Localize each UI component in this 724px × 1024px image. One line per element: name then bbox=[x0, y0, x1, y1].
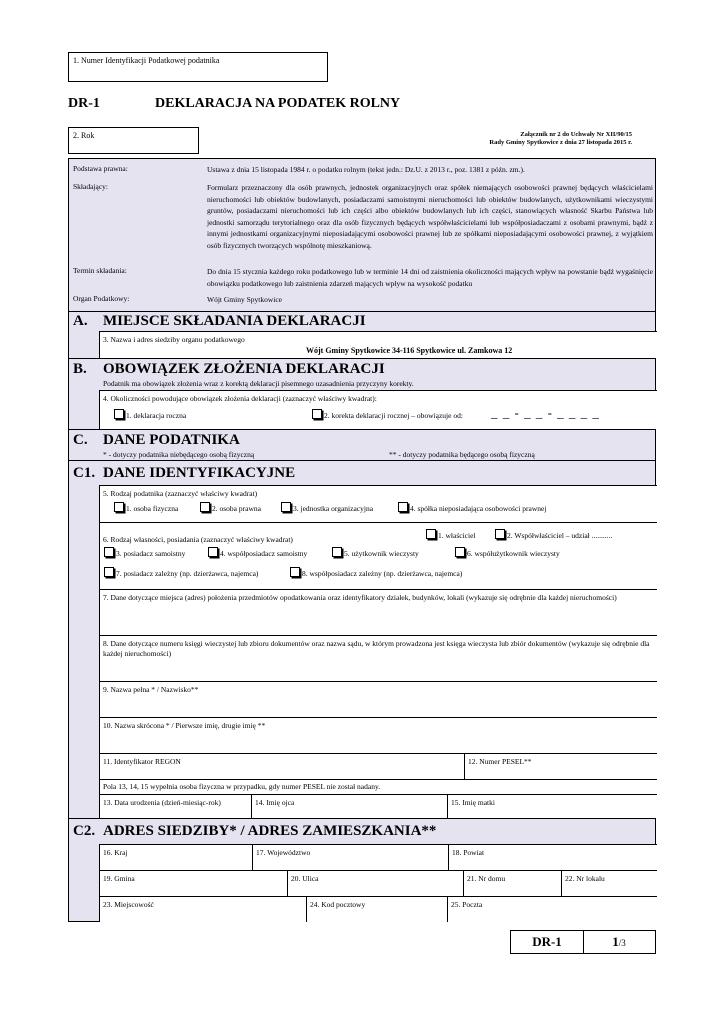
field-21-label: 21. Nr domu bbox=[467, 874, 506, 883]
field-24[interactable] bbox=[306, 896, 447, 922]
section-b-body bbox=[69, 390, 655, 429]
filer-text: Formularz przeznaczony dla osób prawnych, jednostek organizacyjnych oraz spółek niemających osobowości prawnej będących właścicielami nieruchomości lub obiektów budowlanych, posiadaczami samoistnymi nieruchomości lub obiektów budowlanych, użytkownikami wieczystymi gruntów, posiadaczami nieruchomości lub ich części albo obiektów budowlanych lub ich części, stanowiących własność Skarbu Państwa lub jednostki samorządu terytorialnego oraz dla osób fizycznych będących współwłaścicielami lub współposiadaczami z osobami prawnymi, bądź z innymi jednostkami organizacyjnymi nieposiadającymi osobowości prawnej lub ze spółkami nieposiadającymi osobowości prawnej, z wyjątkiem osób fizycznych tworzących wspólnotę mieszkaniową. bbox=[207, 183, 653, 250]
section-c-note-1: * - dotyczy podatnika niebędącego osobą fizyczną bbox=[103, 450, 255, 459]
field-19[interactable] bbox=[99, 870, 287, 896]
field-20[interactable] bbox=[287, 870, 463, 896]
option-label: 5. użytkownik wieczysty bbox=[344, 549, 419, 558]
field-7[interactable] bbox=[99, 589, 657, 635]
checkbox[interactable] bbox=[114, 502, 124, 512]
footer-page: 1 bbox=[612, 934, 619, 949]
option-correction-label: 2. korekta deklaracji rocznej – obowiązuje od: bbox=[324, 411, 463, 420]
rok-label: 2. Rok bbox=[73, 131, 95, 140]
filer-label: Składający: bbox=[73, 182, 108, 191]
option-label: 8. współposiadacz zależny (np. dzierżawca, najemca) bbox=[302, 569, 463, 578]
page-footer bbox=[510, 930, 656, 954]
checkbox[interactable] bbox=[104, 567, 114, 577]
option-label: 3. jednostka organizacyjna bbox=[293, 504, 374, 513]
option-label: 2. osoba prawna bbox=[212, 504, 261, 513]
section-c-note-2: ** - dotyczy podatnika będącego osobą fizyczną bbox=[389, 450, 535, 459]
footer-form-code: DR-1 bbox=[511, 931, 584, 953]
basis-block bbox=[69, 159, 655, 311]
ownership-option[interactable] bbox=[495, 529, 612, 540]
section-c2-title: ADRES SIEDZIBY* / ADRES ZAMIESZKANIA** bbox=[103, 823, 437, 839]
ownership-option[interactable] bbox=[104, 547, 185, 558]
field-11-label: 11. Identyfikator REGON bbox=[103, 757, 181, 766]
option-label: 7. posiadacz zależny (np. dzierżawca, najemca) bbox=[116, 569, 259, 578]
section-b-header bbox=[69, 358, 655, 390]
field-25-label: 25. Poczta bbox=[451, 900, 483, 909]
ownership-option[interactable] bbox=[332, 547, 419, 558]
field-16[interactable] bbox=[99, 844, 252, 870]
checkbox[interactable] bbox=[200, 502, 210, 512]
field-13[interactable] bbox=[99, 794, 251, 818]
field-4 bbox=[99, 390, 657, 429]
fields-13-15-note bbox=[99, 779, 657, 794]
field-13-label: 13. Data urodzenia (dzień-miesiąc-rok) bbox=[103, 798, 221, 807]
section-c1-letter: C1. bbox=[73, 465, 96, 481]
form-code: DR-1 bbox=[68, 96, 100, 111]
field-22[interactable] bbox=[561, 870, 657, 896]
checkbox[interactable] bbox=[208, 547, 218, 557]
nip-field[interactable] bbox=[68, 52, 328, 82]
field-3-value: Wójt Gminy Spytkowice 34-116 Spytkowice ul. Zamkowa 12 bbox=[306, 346, 513, 355]
field-17-label: 17. Województwo bbox=[256, 848, 311, 857]
office-text: Wójt Gminy Spytkowice bbox=[207, 295, 282, 304]
section-a-header bbox=[69, 311, 655, 331]
field-15-label: 15. Imię matki bbox=[451, 798, 495, 807]
attachment-note bbox=[489, 131, 632, 147]
field-8-label: 8. Dane dotyczące numeru księgi wieczystej lub zbioru dokumentów oraz nazwa sądu, w którym prowadzona jest księga wieczysta lub zbiór dokumentów (wykazuje się odrębnie dla każdej nieruchomości) bbox=[103, 639, 650, 658]
checkbox[interactable] bbox=[114, 409, 124, 419]
field-3[interactable] bbox=[99, 331, 657, 358]
section-c-title: DANE PODATNIKA bbox=[103, 432, 240, 448]
ownership-option[interactable] bbox=[426, 529, 476, 540]
declaration-form bbox=[68, 158, 656, 922]
option-label: 3. posiadacz samoistny bbox=[116, 549, 186, 558]
section-b-letter: B. bbox=[73, 361, 87, 377]
field-18[interactable] bbox=[448, 844, 657, 870]
field-12[interactable] bbox=[464, 753, 657, 779]
field-9-label: 9. Nazwa pełna * / Nazwisko** bbox=[103, 685, 199, 694]
section-c-letter: C. bbox=[73, 432, 88, 448]
option-label: 4. spółka nieposiadająca osobowości prawnej bbox=[410, 504, 547, 513]
section-c2-header bbox=[69, 818, 655, 844]
deadline-label: Termin składania: bbox=[73, 266, 127, 275]
taxpayer-type-option[interactable] bbox=[200, 502, 261, 513]
ownership-option[interactable] bbox=[290, 567, 462, 578]
option-label: 2. Współwłaściciel – udział ........... bbox=[507, 531, 613, 540]
section-a-letter: A. bbox=[73, 313, 88, 329]
ownership-option[interactable] bbox=[455, 547, 560, 558]
checkbox[interactable] bbox=[104, 547, 114, 557]
correction-date-mask[interactable]: _ _ - _ _ - _ _ _ _ bbox=[491, 405, 600, 420]
field-11[interactable] bbox=[99, 753, 464, 779]
field-21[interactable] bbox=[463, 870, 561, 896]
rok-field[interactable] bbox=[68, 127, 199, 154]
field-23[interactable] bbox=[99, 896, 306, 922]
field-7-label: 7. Dane dotyczące miejsca (adres) położenia przedmiotów opodatkowania oraz identyfikatory działek, budynków, lokali (wykazuje się odrębnie dla każdej nieruchomości) bbox=[103, 593, 617, 602]
taxpayer-type-option[interactable] bbox=[114, 502, 178, 513]
section-b-title: OBOWIĄZEK ZŁOŻENIA DEKLARACJI bbox=[103, 361, 385, 377]
attachment-line-2: Rady Gminy Spytkowice z dnia 27 listopada 2015 r. bbox=[489, 139, 632, 146]
checkbox[interactable] bbox=[398, 502, 408, 512]
field-18-label: 18. Powiat bbox=[452, 848, 485, 857]
ownership-option[interactable] bbox=[208, 547, 307, 558]
office-label: Organ Podatkowy: bbox=[73, 294, 130, 303]
taxpayer-type-option[interactable] bbox=[281, 502, 373, 513]
field-6 bbox=[99, 522, 657, 589]
section-c2-letter: C2. bbox=[73, 823, 96, 839]
checkbox[interactable] bbox=[426, 529, 436, 539]
field-24-label: 24. Kod pocztowy bbox=[310, 900, 366, 909]
footer-page-total: /3 bbox=[618, 938, 626, 948]
option-correction[interactable] bbox=[312, 409, 463, 420]
field-19-label: 19. Gmina bbox=[103, 874, 135, 883]
field-10-label: 10. Nazwa skrócona * / Pierwsze imię, drugie imię ** bbox=[103, 721, 266, 730]
section-c-header bbox=[69, 429, 655, 460]
field-14-label: 14. Imię ojca bbox=[255, 798, 295, 807]
taxpayer-type-option[interactable] bbox=[398, 502, 546, 513]
fields-13-15-note-text: Pola 13, 14, 15 wypełnia osoba fizyczna w przypadku, gdy numer PESEL nie został nadany. bbox=[103, 782, 381, 791]
ownership-option[interactable] bbox=[104, 567, 258, 578]
field-16-label: 16. Kraj bbox=[103, 848, 128, 857]
option-annual-label: 1. deklaracja roczna bbox=[126, 411, 187, 420]
checkbox[interactable] bbox=[281, 502, 291, 512]
option-label: 1. osoba fizyczna bbox=[126, 504, 179, 513]
checkbox[interactable] bbox=[495, 529, 505, 539]
section-c1-header bbox=[69, 460, 655, 485]
option-label: 6. współużytkownik wieczysty bbox=[467, 549, 560, 558]
checkbox[interactable] bbox=[455, 547, 465, 557]
footer-page-number bbox=[583, 931, 655, 953]
section-a-title: MIEJSCE SKŁADANIA DEKLARACJI bbox=[103, 313, 366, 329]
section-a-body bbox=[69, 331, 655, 358]
field-14[interactable] bbox=[251, 794, 447, 818]
field-20-label: 20. Ulica bbox=[291, 874, 319, 883]
section-c1-body bbox=[69, 485, 655, 921]
field-8[interactable] bbox=[99, 635, 657, 681]
section-c1-title: DANE IDENTYFIKACYJNE bbox=[103, 465, 296, 481]
field-5 bbox=[99, 485, 657, 522]
field-3-label: 3. Nazwa i adres siedziby organu podatkowego bbox=[103, 335, 245, 344]
attachment-line-1: Załącznik nr 2 do Uchwały Nr XII/90/15 bbox=[520, 131, 632, 138]
checkbox[interactable] bbox=[332, 547, 342, 557]
field-23-label: 23. Miejscowość bbox=[103, 900, 154, 909]
checkbox[interactable] bbox=[290, 567, 300, 577]
option-label: 4. współposiadacz samoistny bbox=[220, 549, 308, 558]
field-22-label: 22. Nr lokalu bbox=[565, 874, 605, 883]
legal-basis-label: Podstawa prawna: bbox=[73, 164, 128, 173]
field-15[interactable] bbox=[447, 794, 657, 818]
option-label: 1. właściciel bbox=[438, 531, 476, 540]
field-17[interactable] bbox=[252, 844, 448, 870]
field-25[interactable] bbox=[447, 896, 657, 922]
field-5-label: 5. Rodzaj podatnika (zaznaczyć właściwy kwadrat) bbox=[103, 489, 258, 498]
deadline-text: Do dnia 15 stycznia każdego roku podatkowego lub w terminie 14 dni od zaistnienia okoliczności mających wpływ na powstanie bądź wygaśnięcie obowiązku podatkowego lub zaistnienia zdarzeń mających wpływ na wysokość podatku bbox=[207, 267, 653, 288]
option-annual-declaration[interactable] bbox=[114, 409, 186, 420]
legal-basis-text: Ustawa z dnia 15 listopada 1984 r. o podatku rolnym (tekst jedn.: Dz.U. z 2013 r., poz. 1381 z późn. zm.). bbox=[207, 165, 525, 174]
field-9[interactable] bbox=[99, 681, 657, 717]
field-10[interactable] bbox=[99, 717, 657, 753]
field-6-label: 6. Rodzaj własności, posiadania (zaznaczyć właściwy kwadrat) bbox=[103, 535, 293, 544]
field-12-label: 12. Numer PESEL** bbox=[468, 757, 532, 766]
checkbox[interactable] bbox=[312, 409, 322, 419]
nip-label: 1. Numer Identyfikacji Podatkowej podatnika bbox=[73, 56, 220, 65]
section-b-subtitle: Podatnik ma obowiązek złożenia wraz z korektą deklaracji pisemnego uzasadnienia przyczyny korekty. bbox=[103, 379, 414, 388]
form-title: DEKLARACJA NA PODATEK ROLNY bbox=[155, 96, 401, 111]
field-4-label: 4. Okoliczności powodujące obowiązek złożenia deklaracji (zaznaczyć właściwy kwadrat): bbox=[103, 394, 377, 403]
